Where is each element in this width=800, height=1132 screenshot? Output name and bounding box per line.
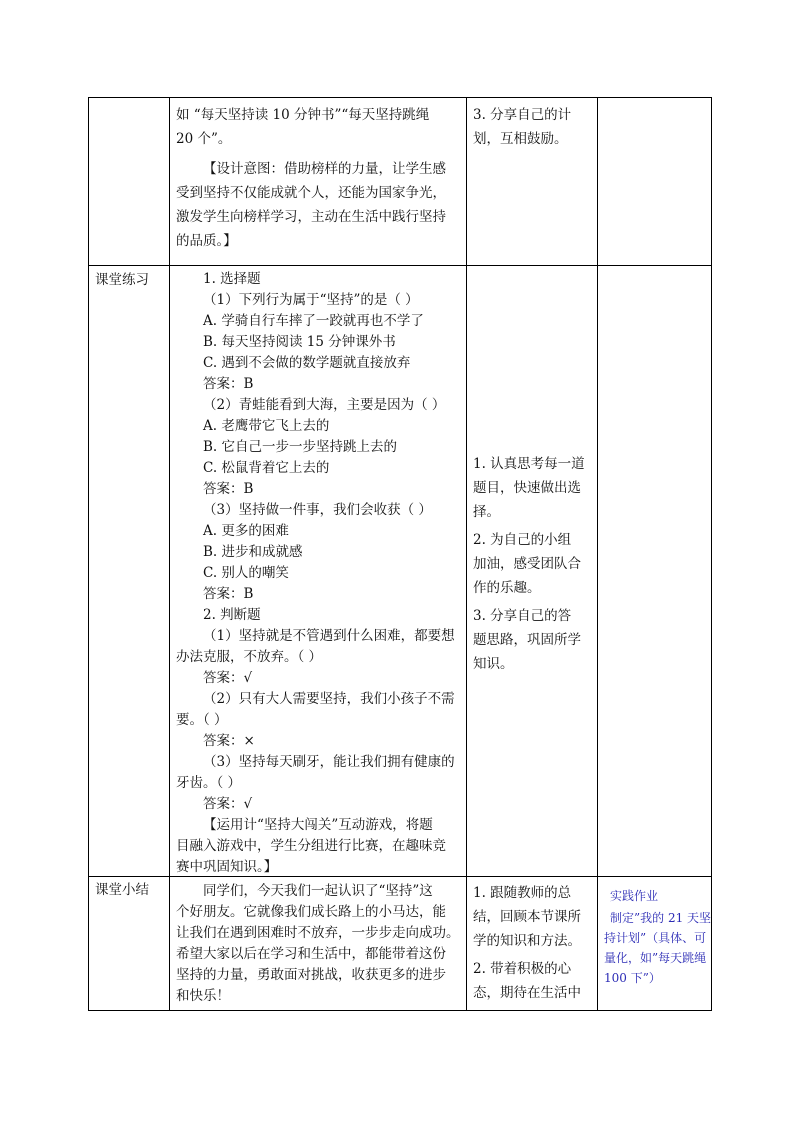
row-label-practice: 课堂练习	[95, 272, 149, 288]
row1-content-cell	[170, 97, 466, 265]
text-line: 答案：√	[203, 670, 253, 686]
text-line: 1. 认真思考每一道	[473, 456, 585, 472]
text-line: 牙齿。（ ）	[176, 775, 242, 791]
text-line: 持计划”（具体、可	[604, 931, 707, 945]
text-line: C. 松鼠背着它上去的	[203, 460, 330, 476]
text-line: 【运用计“坚持大闯关”互动游戏，将题	[203, 817, 433, 833]
text-line: 态，期待在生活中	[473, 985, 581, 1001]
row1-student-cell	[467, 97, 597, 265]
text-line: 题思路，巩固所学	[473, 632, 581, 648]
row3-homework-cell	[598, 877, 711, 1010]
text-line: 希望大家以后在学习和生活中，都能带着这份	[176, 946, 446, 962]
text-line: 划，互相鼓励。	[473, 131, 568, 147]
text-line: 【设计意图：借助榜样的力量，让学生感	[203, 161, 446, 177]
text-line: 个好朋友。它就像我们成长路上的小马达，能	[176, 904, 446, 920]
text-line: 答案：B	[203, 586, 254, 602]
text-line: 答案：B	[203, 376, 254, 392]
text-line: 3. 分享自己的答	[473, 608, 572, 624]
table-border-left	[88, 97, 89, 1011]
text-line: A. 学骑自行车摔了一跤就再也不学了	[203, 313, 424, 329]
text-line: 和快乐！	[176, 988, 230, 1004]
text-line: 1. 选择题	[203, 271, 261, 287]
text-line: （3）坚持做一件事，我们会收获（ ）	[203, 502, 432, 518]
text-line: 量化，如”每天跳绳	[604, 951, 707, 965]
text-line: 答案：√	[203, 796, 253, 812]
text-line: （2）只有大人需要坚持，我们小孩子不需	[203, 691, 455, 707]
text-line: （1）坚持就是不管遇到什么困难，都要想	[203, 628, 455, 644]
text-line: 的品质。】	[176, 233, 237, 249]
row2-student-cell	[467, 266, 597, 876]
row3-content-cell	[170, 877, 466, 1010]
text-line: 3. 分享自己的计	[473, 107, 572, 123]
text-line: 作的乐趣。	[473, 580, 541, 596]
text-line: A. 老鹰带它飞上去的	[203, 418, 330, 434]
text-line: B. 它自己一步一步坚持跳上去的	[203, 439, 398, 455]
text-line: 答案：B	[203, 481, 254, 497]
text-line: 赛中巩固知识。】	[176, 859, 278, 875]
table-border-bottom	[88, 1010, 712, 1011]
text-line: 同学们，今天我们一起认识了“坚持”这	[203, 883, 433, 899]
text-line: 制定”我的 21 天坚	[610, 911, 712, 925]
text-line: 题目，快速做出选	[473, 480, 581, 496]
text-line: 加油，感受团队合	[473, 556, 581, 572]
text-line: 激发学生向榜样学习，主动在生活中践行坚持	[176, 209, 446, 225]
text-line: 学的知识和方法。	[473, 933, 581, 949]
text-line: 让我们在遇到困难时不放弃，一步步走向成功。	[176, 925, 460, 941]
row2-content-cell	[170, 266, 466, 876]
text-line: 如 “每天坚持读 10 分钟书”“每天坚持跳绳	[176, 107, 430, 123]
text-line: 受到坚持不仅能成就个人，还能为国家争光，	[176, 185, 446, 201]
row-label-summary: 课堂小结	[95, 882, 149, 898]
text-line: 知识。	[473, 656, 514, 672]
text-line: B. 每天坚持阅读 15 分钟课外书	[203, 334, 396, 350]
text-line: 100 下”）	[604, 971, 661, 985]
text-line: 2. 为自己的小组	[473, 532, 572, 548]
text-line: C. 遇到不会做的数学题就直接放弃	[203, 355, 411, 371]
text-line: 办法克服，不放弃。（ ）	[176, 649, 323, 665]
text-line: 2. 判断题	[203, 607, 261, 623]
text-line: 目融入游戏中，学生分组进行比赛，在趣味竞	[176, 838, 446, 854]
text-line: 坚持的力量，勇敢面对挑战，收获更多的进步	[176, 967, 446, 983]
text-line: 1. 跟随教师的总	[473, 885, 572, 901]
text-line: 20 个”。	[176, 131, 232, 147]
homework-title: 实践作业	[610, 889, 659, 903]
text-line: C. 别人的嘲笑	[203, 565, 289, 581]
row3-student-cell	[467, 877, 597, 1010]
text-line: 要。（ ）	[176, 712, 228, 728]
text-line: （3）坚持每天刷牙，能让我们拥有健康的	[203, 754, 455, 770]
table-border-right	[711, 97, 712, 1011]
text-line: 答案：×	[203, 733, 255, 749]
column-divider	[597, 97, 598, 1011]
text-line: 2. 带着积极的心	[473, 961, 572, 977]
text-line: （2）青蛙能看到大海，主要是因为（ ）	[203, 397, 446, 413]
text-line: A. 更多的困难	[203, 523, 289, 539]
text-line: 结，回顾本节课所	[473, 909, 581, 925]
text-line: 择。	[473, 504, 500, 520]
text-line: B. 进步和成就感	[203, 544, 303, 560]
text-line: （1）下列行为属于“坚持”的是（ ）	[203, 292, 419, 308]
